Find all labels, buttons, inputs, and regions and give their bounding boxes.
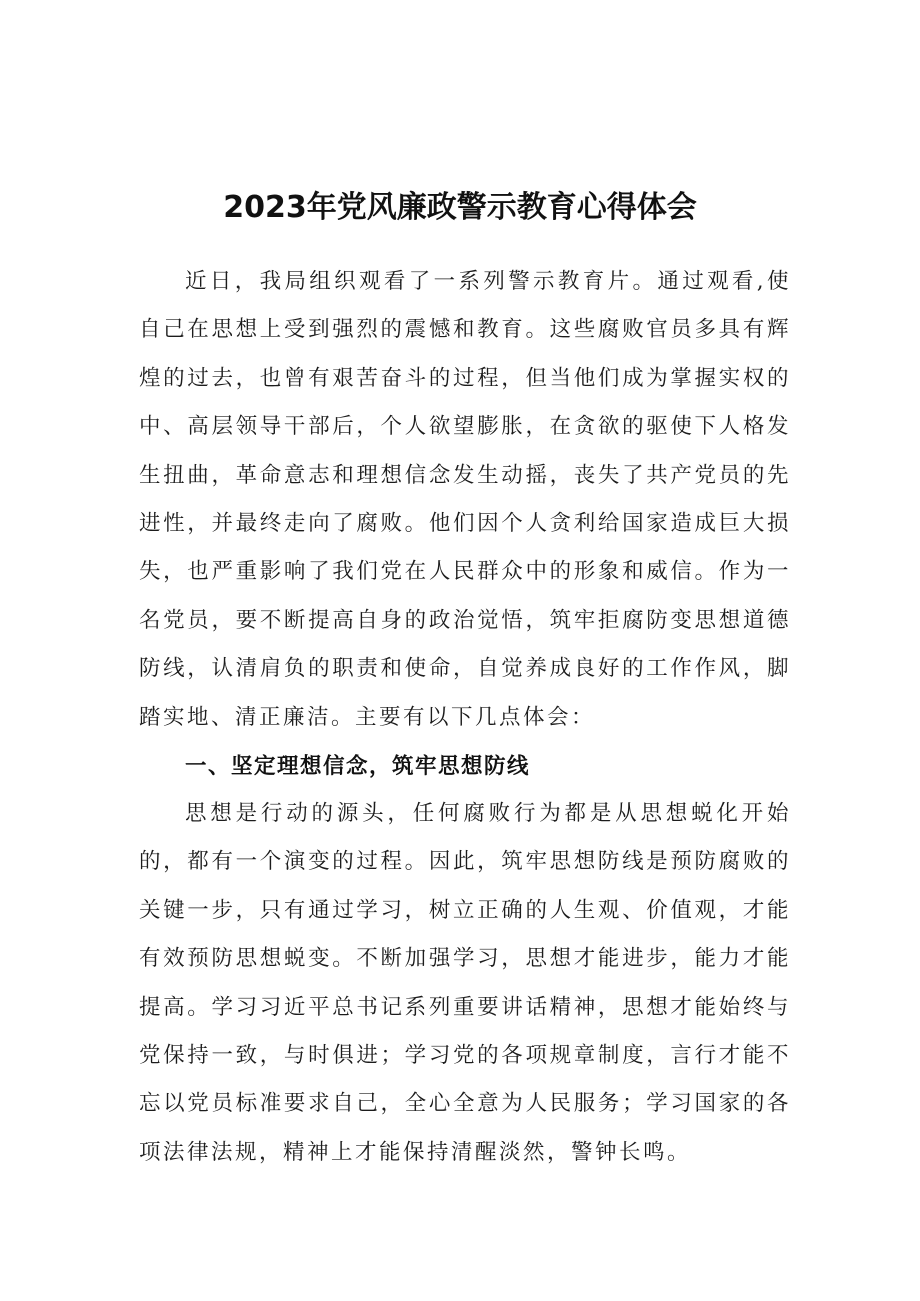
- section-heading-one: 一、坚定理想信念，筑牢思想防线: [185, 754, 531, 779]
- section-one-paragraph: 思想是行动的源头，任何腐败行为都是从思想蜕化开始的，都有一个演变的过程。因此，筑牢思想防线是预防腐败的关键一步，只有通过学习，树立正确的人生观、价值观，才能有效预防思想蜕变。不断加强学习，思想才能进步，能力才能提高。学习习近平总书记系列重要讲话精神，思想才能始终与党保持一致，与时俱进；学习党的各项规章制度，言行才能不忘以党员标准要求自己，全心全意为人民服务；学习国家的各项法律法规，精神上才能保持清醒淡然，警钟长鸣。: [139, 801, 791, 1165]
- document-title: 2023年党风廉政警示教育心得体会: [223, 190, 697, 226]
- intro-paragraph: 近日，我局组织观看了一系列警示教育片。通过观看,使自己在思想上受到强烈的震憾和教育。这些腐败官员多具有辉煌的过去，也曾有艰苦奋斗的过程，但当他们成为掌握实权的中、高层领导干部后，个人欲望膨胀，在贪欲的驱使下人格发生扭曲，革命意志和理想信念发生动摇，丧失了共产党员的先进性，并最终走向了腐败。他们因个人贪利给国家造成巨大损失，也严重影响了我们党在人民群众中的形象和威信。作为一名党员，要不断提高自身的政治觉悟，筑牢拒腐防变思想道德防线，认清肩负的职责和使命，自觉养成良好的工作作风，脚踏实地、清正廉洁。主要有以下几点体会：: [139, 269, 791, 730]
